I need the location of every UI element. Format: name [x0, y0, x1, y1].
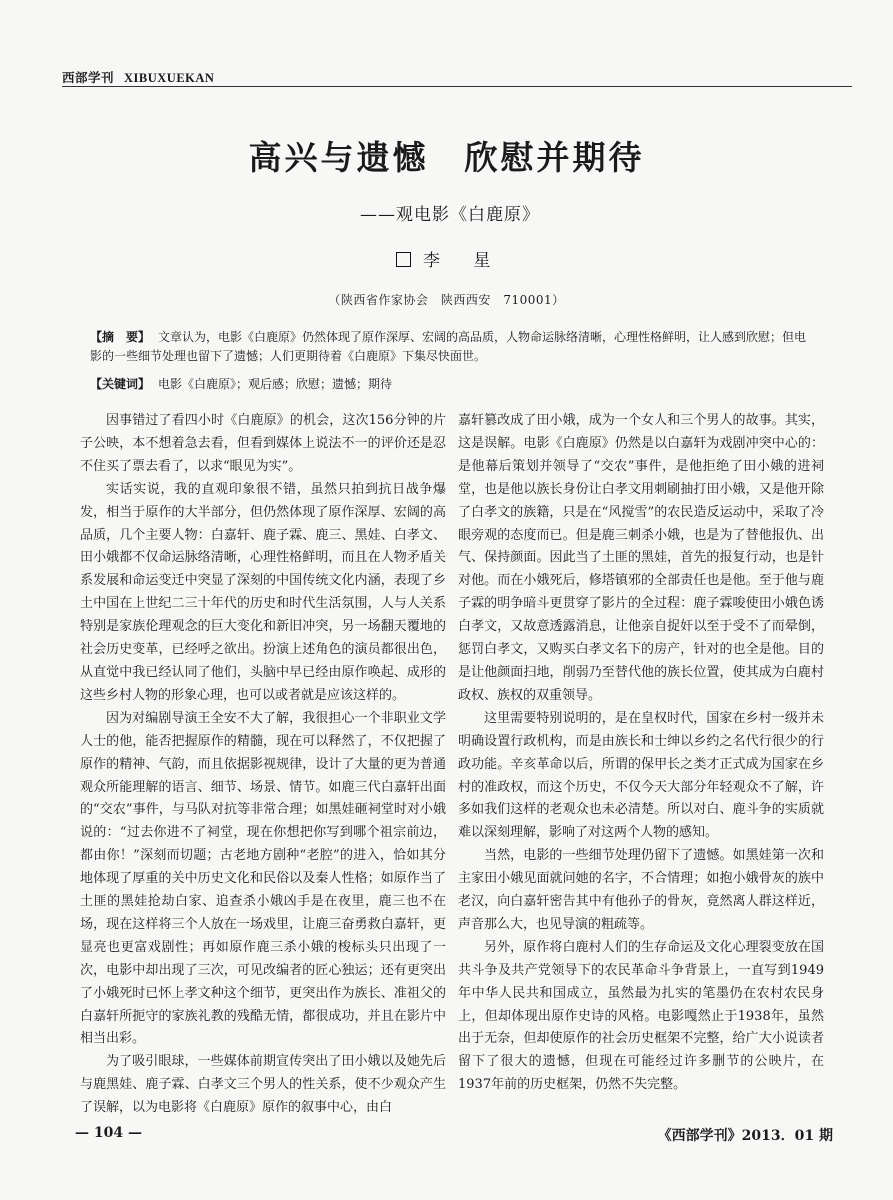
author-affiliation: （陕西省作家协会 陕西西安 710001） [328, 293, 565, 307]
author-name: 李 星 [423, 251, 505, 271]
journal-issue: 《西部学刊》2013．01 期 [657, 1128, 833, 1144]
paragraph: 因为对编剧导演王全安不大了解，我很担心一个非职业文学人士的他，能否把握原作的精髓，现在可以释然了，不仅把握了原作的精神、气韵，而且依据影视规律，设计了大量的更为普通观众所能理解的语言、细节、场景、情节。如鹿三代白嘉轩出面的“交农”事件，与马队对抗等非常合理；如黑娃砸祠堂时对小娥说的：“过去你进不了祠堂，现在你想把你写到哪个祖宗前边，都由你！”深刻而切题；古老地方剧种“老腔”的进入，恰如其分地体现了厚重的关中历史文化和民俗以及秦人性格；如原作当了土匪的黑娃抢劫白家、追查杀小娥凶手是在夜里，鹿三也不在场，现在这样将三个人放在一场戏里，让鹿三奋勇救白嘉轩，更显亮也更富戏剧性；再如原作鹿三杀小娥的梭标头只出现了一次，电影中却出现了三次，可见改编者的匠心独运；还有更突出了小娥死时已怀上孝文种这个细节，更突出作为族长、准祖父的白嘉轩所扼守的家族礼教的残酷无情，都很成功，并且在影片中相当出彩。 [80, 710, 446, 1047]
body-column-right [458, 410, 824, 1097]
page-number: — 104 — [75, 1125, 142, 1141]
keywords-label: 【关键词】 [90, 377, 151, 391]
journal-name: 西部学刊 [62, 70, 115, 85]
keywords [90, 375, 808, 394]
author-line [396, 246, 596, 271]
article-subtitle: ——观电影《白鹿原》 [360, 205, 540, 225]
paragraph: 嘉轩篡改成了田小娥，成为一个女人和三个男人的故事。其实，这是误解。电影《白鹿原》仍然是以白嘉轩为戏剧冲突中心的：是他幕后策划并领导了“交农”事件，是他拒绝了田小娥的进祠堂，也是他以族长身份让白孝文用刺刷抽打田小娥，又是他开除了白孝文的族籍，只是在“风搅雪”的农民造反运动中，采取了冷眼旁观的态度而已。但是鹿三刺杀小娥，也是为了替他报仇、出气、保持颜面。因此当了土匪的黑娃，首先的报复行动，也是针对他。而在小娥死后，修塔镇邪的全部责任也是他。至于他与鹿子霖的明争暗斗更贯穿了影片的全过程：鹿子霖唆使田小娥色诱白孝文，又故意透露消息，让他亲自捉奸以至于受不了而晕倒，惩罚白孝文，又购买白孝文名下的房产，针对的也全是他。目的是让他颜面扫地，削弱乃至替代他的族长位置，使其成为白鹿村政权、族权的双重领导。 [458, 413, 824, 703]
paragraph: 当然，电影的一些细节处理仍留下了遗憾。如黑娃第一次和主家田小娥见面就问她的名字，不合情理；如抱小娥骨灰的族中老汉，向白嘉轩密告其中有他孙子的骨灰，竟然离人群这样近，声音那么大，也见导演的粗疏等。 [458, 848, 824, 932]
journal-name-latin: XIBUXUEKAN [124, 71, 215, 85]
paragraph: 因事错过了看四小时《白鹿原》的机会，这次156分钟的片子公映，本不想着急去看，但看到媒体上说法不一的评价还是忍不住买了票去看了，以求“眼见为实”。 [80, 413, 446, 474]
body-column-left [80, 410, 446, 1120]
running-header [62, 68, 852, 86]
article-title: 高兴与遗憾 欣慰并期待 [248, 138, 645, 177]
header-divider [62, 86, 852, 87]
paragraph: 这里需要特别说明的，是在皇权时代，国家在乡村一级并未明确设置行政机构，而是由族长和士绅以乡约之名代行很少的行政功能。辛亥革命以后，所谓的保甲长之类才正式成为国家在乡村的准政权，而这个历史，不仅今天大部分年轻观众不了解，许多如我们这样的老观众也未必清楚。所以对白、鹿斗争的实质就难以深刻理解，影响了对这两个人物的感知。 [458, 710, 824, 841]
abstract-label: 【摘 要】 [90, 330, 151, 344]
paragraph: 为了吸引眼球，一些媒体前期宣传突出了田小娥以及她先后与鹿黑娃、鹿子霖、白孝文三个男人的性关系，使不少观众产生了误解，以为电影将《白鹿原》原作的叙事中心，由白 [80, 1054, 446, 1116]
paragraph: 另外，原作将白鹿村人们的生存命运及文化心理裂变放在国共斗争及共产党领导下的农民革命斗争背景上，一直写到1949年中华人民共和国成立，虽然最为扎实的笔墨仍在农村农民身上，但却体现出原作史诗的风格。电影嘎然止于1938年，虽然出于无奈，但却使原作的社会历史框架不完整，给广大小说读者留下了很大的遗憾，但现在可能经过许多删节的公映片，在1937年前的历史框架，仍然不失完整。 [458, 939, 824, 1093]
paragraph: 实话实说，我的直观印象很不错，虽然只拍到抗日战争爆发，相当于原作的大半部分，但仍然体现了原作深厚、宏阔的高品质，几个主要人物：白嘉轩、鹿子霖、鹿三、黑娃、白孝文、田小娥都不仅命运脉络清晰，心理性格鲜明，而且在人物矛盾关系发展和命运变迁中突显了深刻的中国传统文化内涵，表现了乡土中国在上世纪二三十年代的历史和时代生活氛围，人与人关系特别是家族伦理观念的巨大变化和新旧冲突，另一场翻天覆地的社会历史变革，已经呼之欲出。扮演上述角色的演员都很出色，从直觉中我已经认同了他们，头脑中早已经由原作唤起、成形的这些乡村人物的形象心理，也可以或者就是应该这样的。 [80, 481, 446, 703]
keywords-text: 电影《白鹿原》；观后感；欣慰；遗憾；期待 [158, 377, 393, 391]
abstract-text: 文章认为，电影《白鹿原》仍然体现了原作深厚、宏阔的高品质，人物命运脉络清晰，心理性格鲜明，让人感到欣慰；但电影的一些细节处理也留下了遗憾；人们更期待着《白鹿原》下集尽快面世。 [90, 330, 807, 363]
abstract [90, 328, 808, 366]
author-box-icon [396, 252, 411, 267]
